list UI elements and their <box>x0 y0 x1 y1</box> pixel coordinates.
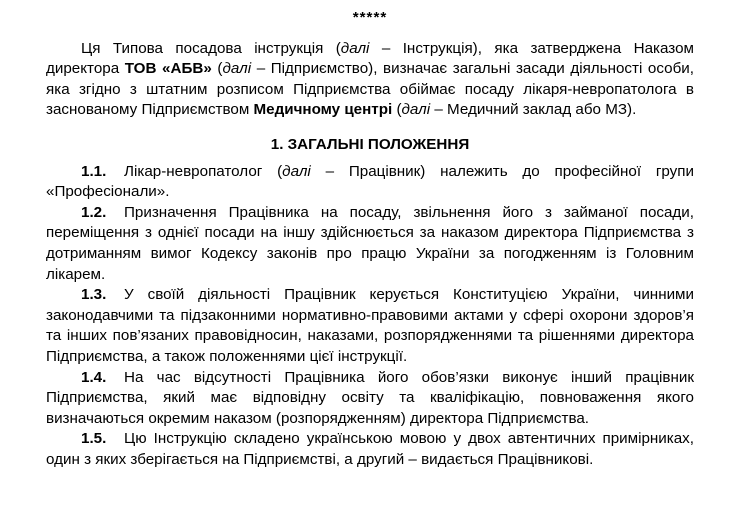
intro-text-1: Ця Типова посадова інструкція ( <box>81 39 341 57</box>
company-name: ТОВ «АБВ» <box>124 60 212 78</box>
clause-1-5 <box>46 429 694 470</box>
intro-text-2: – Інструкція), яка затверджена Наказом директора <box>46 39 694 78</box>
clause-number: 1.1. <box>81 162 107 180</box>
medical-center-name: Медичному центрі <box>253 101 393 119</box>
header-stars: ***** <box>352 9 388 26</box>
intro-text-4: – Підприємство), визначає загальні засади діяльності особи, яка згідно з штатним розписом Підприємства обіймає посаду лікаря-невропатолога в заснованому Підприємством <box>46 60 694 119</box>
section-title: 1. ЗАГАЛЬНІ ПОЛОЖЕННЯ <box>270 135 470 153</box>
intro-italic-2: далі <box>222 60 252 78</box>
clause-number: 1.4. <box>81 368 107 386</box>
clause-number: 1.2. <box>81 203 107 221</box>
intro-paragraph <box>46 39 694 121</box>
clause-text: Цю Інструкцію складено українською мовою у двох автентичних примірниках, один з яких зберігається на Підприємстві, а другий – видається Працівникові. <box>46 430 694 468</box>
clause-text: Лікар-невропатолог ( <box>124 162 283 180</box>
intro-italic-3: далі <box>401 101 431 119</box>
clause-1-3 <box>46 285 694 367</box>
intro-text-3: ( <box>211 60 223 78</box>
intro-text-6: – Медичний заклад або МЗ). <box>430 101 637 119</box>
clause-number: 1.5. <box>81 430 107 448</box>
clause-number: 1.3. <box>81 286 107 304</box>
clause-text: На час відсутності Працівника його обов’язки виконує інший працівник Підприємства, який має відповідну освіту та кваліфікацію, повноваження якого визначаються окремим наказом (розпорядженням) директора Підприємства. <box>46 368 694 427</box>
clause-text-2: – Працівник) належить до професійної групи «Професіонали». <box>46 162 694 201</box>
clause-1-1 <box>46 162 694 203</box>
intro-text-5: ( <box>392 101 402 119</box>
clause-text: У своїй діяльності Працівник керується Конституцією України, чинними законодавчими та підзаконними нормативно-правовими актами у сфері охорони здоров’я та інших пов’язаних правовідносин, наказами, розпорядженнями та рішеннями директора Підприємства, а також положеннями цієї інструкції. <box>46 286 694 365</box>
clause-italic: далі <box>282 162 311 180</box>
clause-1-4 <box>46 368 694 430</box>
clause-1-2 <box>46 203 694 285</box>
intro-italic-1: далі <box>340 39 370 57</box>
clause-text: Призначення Працівника на посаду, звільнення його з займаної посади, переміщення з однієї посади на іншу здійснюється за наказом директора Підприємства з дотриманням вимог Кодексу законів про працю України за погодженням із Головним лікарем. <box>46 203 694 283</box>
